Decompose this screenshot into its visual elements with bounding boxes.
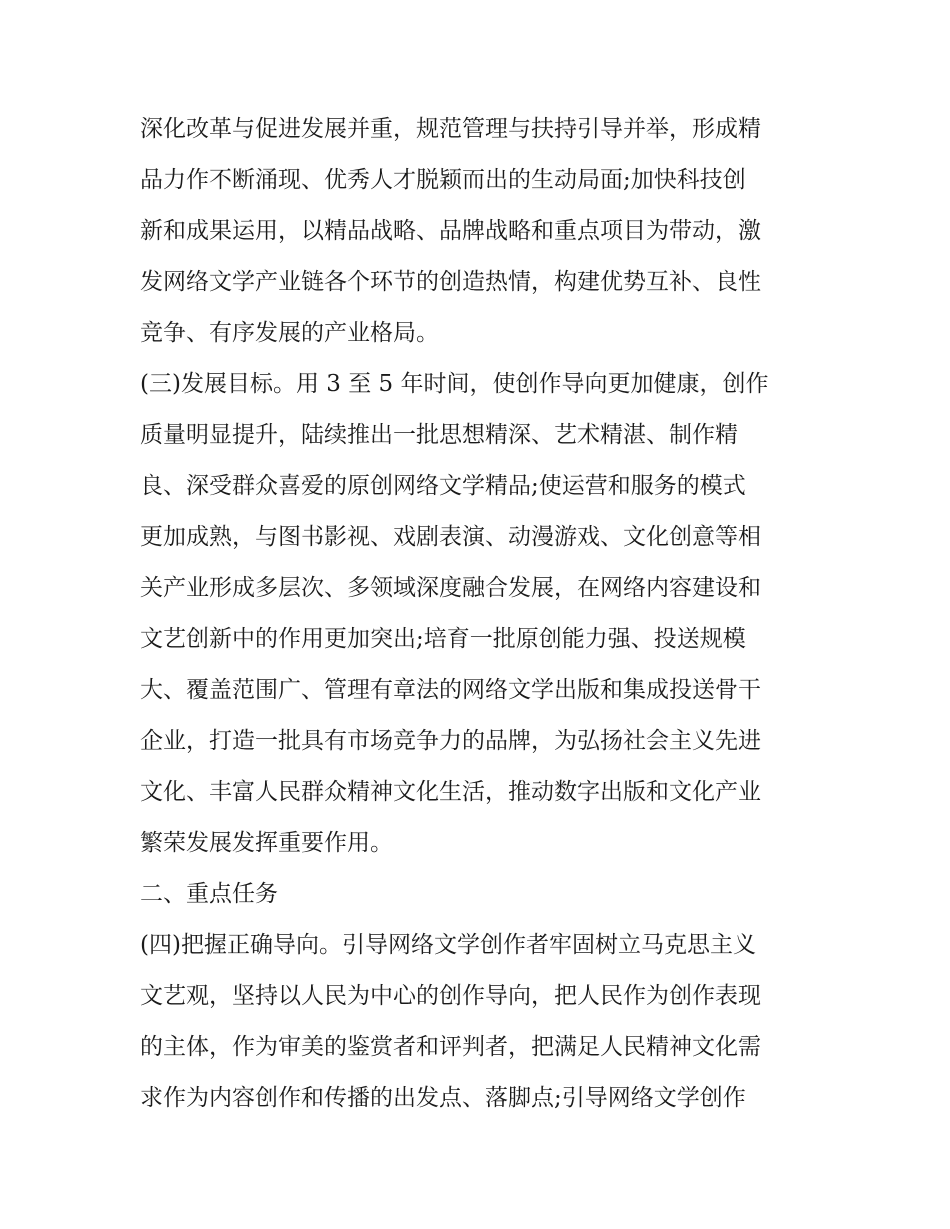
text-line: 质量明显提升，陆续推出一批思想精深、艺术精湛、制作精 [140, 422, 738, 448]
text-line: 更加成熟，与图书影视、戏剧表演、动漫游戏、文化创意等相 [140, 524, 761, 550]
text-line: 文化、丰富人民群众精神文化生活，推动数字出版和文化产业 [140, 779, 761, 805]
text-line: 大、覆盖范围广、管理有章法的网络文学出版和集成投送骨干 [140, 677, 761, 703]
text-line: 求作为内容创作和传播的出发点、落脚点;引导网络文学创作 [140, 1085, 746, 1111]
text-line: 品力作不断涌现、优秀人才脱颖而出的生动局面;加快科技创 [140, 167, 746, 193]
text-line: 的主体，作为审美的鉴赏者和评判者，把满足人民精神文化需 [140, 1034, 761, 1060]
text-line: 竞争、有序发展的产业格局。 [140, 320, 439, 346]
text-line: 文艺创新中的作用更加突出;培育一批原创能力强、投送规模 [140, 626, 746, 652]
text-line: 发网络文学产业链各个环节的创造热情，构建优势互补、良性 [140, 269, 761, 295]
text-line: 企业，打造一批具有市场竞争力的品牌，为弘扬社会主义先进 [140, 728, 761, 754]
body-text [140, 104, 820, 1124]
text-line: 文艺观，坚持以人民为中心的创作导向，把人民作为创作表现 [140, 983, 761, 1009]
section-title: 二、重点任务 [140, 881, 278, 907]
section-heading-line: (三)发展目标。用 3 至 5 年时间，使创作导向更加健康，创作 [140, 371, 769, 397]
text-line: 繁荣发展发挥重要作用。 [140, 830, 393, 856]
text-line: 良、深受群众喜爱的原创网络文学精品;使运营和服务的模式 [140, 473, 746, 499]
text-line: 关产业形成多层次、多领域深度融合发展，在网络内容建设和 [140, 575, 761, 601]
section-heading-line: (四)把握正确导向。引导网络文学创作者牢固树立马克思主义 [140, 932, 756, 958]
text-line: 新和成果运用，以精品战略、品牌战略和重点项目为带动，激 [140, 218, 761, 244]
text-line: 深化改革与促进发展并重，规范管理与扶持引导并举，形成精 [140, 116, 761, 142]
